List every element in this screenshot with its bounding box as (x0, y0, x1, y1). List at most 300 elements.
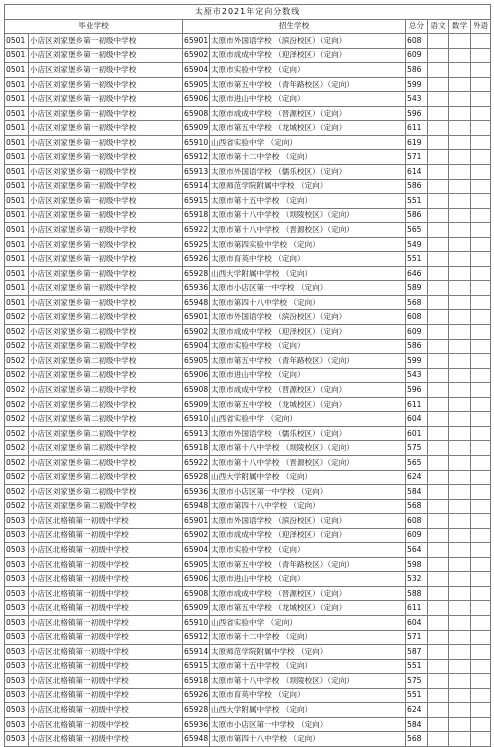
grad-code: 0502 (5, 339, 29, 354)
chinese-score (428, 543, 449, 558)
table-row (5, 106, 491, 121)
score-document (4, 4, 490, 747)
grad-school: 小店区刘家堡乡第一初级中学校 (29, 34, 183, 49)
adm-code: 65914 (183, 645, 210, 660)
math-score (449, 485, 471, 500)
math-score (449, 455, 471, 470)
grad-code: 0503 (5, 514, 29, 529)
adm-school: 太原市第十八中学校 （坝陵校区）（定向） (210, 208, 406, 223)
adm-code: 65904 (183, 543, 210, 558)
adm-school: 太原市第十八中学校 （晋源校区）（定向） (210, 455, 406, 470)
adm-code: 65909 (183, 397, 210, 412)
chinese-score (428, 194, 449, 209)
table-row (5, 179, 491, 194)
adm-code: 65906 (183, 368, 210, 383)
foreign-score (471, 586, 491, 601)
adm-code: 65914 (183, 179, 210, 194)
foreign-score (471, 77, 491, 92)
adm-school: 太原市第十五中学校 （定向） (210, 659, 406, 674)
adm-school: 太原市进山中学校 （定向） (210, 368, 406, 383)
grad-school: 小店区刘家堡乡第一初级中学校 (29, 223, 183, 238)
header-graduation-school: 毕业学校 (5, 19, 183, 34)
foreign-score (471, 455, 491, 470)
chinese-score (428, 252, 449, 267)
grad-code: 0502 (5, 441, 29, 456)
table-row (5, 412, 491, 427)
math-score (449, 688, 471, 703)
chinese-score (428, 310, 449, 325)
chinese-score (428, 586, 449, 601)
chinese-score (428, 485, 449, 500)
chinese-score (428, 179, 449, 194)
grad-code: 0501 (5, 179, 29, 194)
foreign-score (471, 325, 491, 340)
grad-code: 0502 (5, 368, 29, 383)
foreign-score (471, 397, 491, 412)
adm-school: 山西大学附属中学校 （定向） (210, 703, 406, 718)
adm-school: 太原市成成中学校 （迎泽校区）（定向） (210, 528, 406, 543)
foreign-score (471, 412, 491, 427)
foreign-score (471, 368, 491, 383)
total-score: 586 (406, 339, 428, 354)
adm-school: 太原市进山中学校 （定向） (210, 92, 406, 107)
grad-code: 0501 (5, 48, 29, 63)
math-score (449, 34, 471, 49)
table-row (5, 194, 491, 209)
math-score (449, 397, 471, 412)
chinese-score (428, 295, 449, 310)
math-score (449, 470, 471, 485)
foreign-score (471, 281, 491, 296)
adm-code: 65906 (183, 572, 210, 587)
total-score: 564 (406, 543, 428, 558)
total-score: 543 (406, 92, 428, 107)
grad-school: 小店区刘家堡乡第一初级中学校 (29, 106, 183, 121)
table-row (5, 586, 491, 601)
adm-school: 山西省实验中学 （定向） (210, 135, 406, 150)
grad-code: 0501 (5, 208, 29, 223)
total-score: 551 (406, 659, 428, 674)
foreign-score (471, 150, 491, 165)
table-row (5, 281, 491, 296)
grad-school: 小店区北格镇第一初级中学校 (29, 615, 183, 630)
grad-school: 小店区北格镇第一初级中学校 (29, 674, 183, 689)
grad-code: 0503 (5, 557, 29, 572)
math-score (449, 630, 471, 645)
table-row (5, 63, 491, 78)
foreign-score (471, 499, 491, 514)
grad-school: 小店区刘家堡乡第一初级中学校 (29, 77, 183, 92)
foreign-score (471, 179, 491, 194)
chinese-score (428, 470, 449, 485)
table-row (5, 325, 491, 340)
math-score (449, 281, 471, 296)
grad-code: 0503 (5, 601, 29, 616)
math-score (449, 659, 471, 674)
grad-code: 0502 (5, 455, 29, 470)
adm-school: 太原师范学院附属中学校 （定向） (210, 179, 406, 194)
total-score: 549 (406, 237, 428, 252)
header-total: 总分 (406, 19, 428, 34)
adm-code: 65926 (183, 252, 210, 267)
foreign-score (471, 295, 491, 310)
total-score: 611 (406, 121, 428, 136)
adm-school: 太原市成成中学校 （晋源校区）（定向） (210, 106, 406, 121)
foreign-score (471, 426, 491, 441)
foreign-score (471, 237, 491, 252)
grad-school: 小店区刘家堡乡第一初级中学校 (29, 48, 183, 63)
adm-code: 65928 (183, 470, 210, 485)
adm-code: 65908 (183, 106, 210, 121)
math-score (449, 295, 471, 310)
total-score: 604 (406, 615, 428, 630)
grad-code: 0501 (5, 121, 29, 136)
header-foreign: 外语 (471, 19, 491, 34)
grad-code: 0502 (5, 310, 29, 325)
adm-code: 65902 (183, 48, 210, 63)
math-score (449, 179, 471, 194)
table-row (5, 688, 491, 703)
grad-school: 小店区刘家堡乡第一初级中学校 (29, 281, 183, 296)
chinese-score (428, 48, 449, 63)
grad-school: 小店区北格镇第一初级中学校 (29, 659, 183, 674)
math-score (449, 252, 471, 267)
grad-school: 小店区刘家堡乡第一初级中学校 (29, 194, 183, 209)
chinese-score (428, 383, 449, 398)
adm-school: 太原市实验中学校 （定向） (210, 339, 406, 354)
foreign-score (471, 165, 491, 180)
adm-code: 65906 (183, 92, 210, 107)
chinese-score (428, 106, 449, 121)
grad-code: 0502 (5, 354, 29, 369)
math-score (449, 325, 471, 340)
total-score: 587 (406, 645, 428, 660)
adm-code: 65922 (183, 455, 210, 470)
math-score (449, 92, 471, 107)
score-table (4, 4, 491, 747)
grad-code: 0501 (5, 281, 29, 296)
chinese-score (428, 528, 449, 543)
grad-school: 小店区北格镇第一初级中学校 (29, 572, 183, 587)
adm-school: 太原市进山中学校 （定向） (210, 572, 406, 587)
adm-code: 65902 (183, 325, 210, 340)
table-row (5, 659, 491, 674)
grad-code: 0501 (5, 194, 29, 209)
total-score: 551 (406, 252, 428, 267)
grad-code: 0502 (5, 485, 29, 500)
grad-school: 小店区刘家堡乡第二初级中学校 (29, 383, 183, 398)
grad-school: 小店区刘家堡乡第二初级中学校 (29, 368, 183, 383)
adm-code: 65913 (183, 426, 210, 441)
adm-school: 山西省实验中学 （定向） (210, 615, 406, 630)
adm-code: 65936 (183, 485, 210, 500)
foreign-score (471, 63, 491, 78)
total-score: 589 (406, 281, 428, 296)
adm-school: 太原市育英中学校 （定向） (210, 688, 406, 703)
total-score: 575 (406, 674, 428, 689)
chinese-score (428, 412, 449, 427)
chinese-score (428, 92, 449, 107)
total-score: 614 (406, 165, 428, 180)
grad-code: 0502 (5, 426, 29, 441)
foreign-score (471, 732, 491, 747)
grad-code: 0501 (5, 106, 29, 121)
table-row (5, 630, 491, 645)
math-score (449, 77, 471, 92)
table-row (5, 601, 491, 616)
foreign-score (471, 703, 491, 718)
adm-code: 65925 (183, 237, 210, 252)
chinese-score (428, 339, 449, 354)
grad-school: 小店区刘家堡乡第一初级中学校 (29, 295, 183, 310)
adm-school: 太原市第十二中学校 （定向） (210, 630, 406, 645)
foreign-score (471, 310, 491, 325)
adm-school: 太原师范学院附属中学校 （定向） (210, 645, 406, 660)
foreign-score (471, 266, 491, 281)
header-math: 数学 (449, 19, 471, 34)
total-score: 584 (406, 717, 428, 732)
chinese-score (428, 150, 449, 165)
table-row (5, 48, 491, 63)
chinese-score (428, 135, 449, 150)
chinese-score (428, 63, 449, 78)
grad-school: 小店区北格镇第一初级中学校 (29, 688, 183, 703)
adm-code: 65909 (183, 601, 210, 616)
grad-school: 小店区刘家堡乡第一初级中学校 (29, 237, 183, 252)
grad-code: 0503 (5, 659, 29, 674)
grad-code: 0501 (5, 150, 29, 165)
total-score: 599 (406, 354, 428, 369)
foreign-score (471, 688, 491, 703)
table-row (5, 674, 491, 689)
table-title-row (5, 5, 491, 20)
adm-code: 65948 (183, 732, 210, 747)
grad-code: 0503 (5, 732, 29, 747)
table-row (5, 441, 491, 456)
adm-school: 山西大学附属中学校 （定向） (210, 470, 406, 485)
math-score (449, 121, 471, 136)
foreign-score (471, 252, 491, 267)
grad-code: 0501 (5, 266, 29, 281)
table-row (5, 543, 491, 558)
math-score (449, 63, 471, 78)
foreign-score (471, 659, 491, 674)
adm-school: 太原市第四实验中学校 （定向） (210, 237, 406, 252)
total-score: 609 (406, 325, 428, 340)
grad-code: 0503 (5, 528, 29, 543)
adm-code: 65905 (183, 77, 210, 92)
table-row (5, 499, 491, 514)
foreign-score (471, 92, 491, 107)
math-score (449, 557, 471, 572)
adm-school: 太原市小店区第一中学校 （定向） (210, 717, 406, 732)
math-score (449, 674, 471, 689)
grad-code: 0502 (5, 325, 29, 340)
adm-code: 65909 (183, 121, 210, 136)
total-score: 596 (406, 383, 428, 398)
adm-school: 太原市第五中学校 （龙城校区）（定向） (210, 601, 406, 616)
foreign-score (471, 615, 491, 630)
math-score (449, 165, 471, 180)
adm-code: 65912 (183, 150, 210, 165)
adm-school: 太原市外国语学校 （儒乐校区）（定向） (210, 426, 406, 441)
grad-school: 小店区北格镇第一初级中学校 (29, 528, 183, 543)
grad-school: 小店区北格镇第一初级中学校 (29, 732, 183, 747)
math-score (449, 208, 471, 223)
adm-school: 太原市外国语学校 （滨汾校区）（定向） (210, 310, 406, 325)
chinese-score (428, 441, 449, 456)
table-row (5, 485, 491, 500)
adm-code: 65902 (183, 528, 210, 543)
foreign-score (471, 48, 491, 63)
total-score: 608 (406, 514, 428, 529)
table-row (5, 252, 491, 267)
math-score (449, 514, 471, 529)
table-row (5, 135, 491, 150)
chinese-score (428, 674, 449, 689)
adm-code: 65936 (183, 281, 210, 296)
chinese-score (428, 34, 449, 49)
grad-code: 0503 (5, 543, 29, 558)
grad-school: 小店区刘家堡乡第二初级中学校 (29, 499, 183, 514)
grad-school: 小店区刘家堡乡第一初级中学校 (29, 252, 183, 267)
total-score: 601 (406, 426, 428, 441)
adm-code: 65912 (183, 630, 210, 645)
grad-code: 0501 (5, 92, 29, 107)
grad-code: 0502 (5, 383, 29, 398)
table-row (5, 208, 491, 223)
total-score: 571 (406, 150, 428, 165)
grad-code: 0501 (5, 252, 29, 267)
foreign-score (471, 528, 491, 543)
grad-school: 小店区刘家堡乡第一初级中学校 (29, 135, 183, 150)
math-score (449, 543, 471, 558)
grad-school: 小店区北格镇第一初级中学校 (29, 717, 183, 732)
adm-school: 山西省实验中学 （定向） (210, 412, 406, 427)
math-score (449, 499, 471, 514)
foreign-score (471, 135, 491, 150)
adm-code: 65910 (183, 135, 210, 150)
foreign-score (471, 354, 491, 369)
total-score: 619 (406, 135, 428, 150)
adm-school: 太原市第四十八中学校 （定向） (210, 732, 406, 747)
table-row (5, 121, 491, 136)
chinese-score (428, 557, 449, 572)
math-score (449, 717, 471, 732)
math-score (449, 572, 471, 587)
grad-school: 小店区刘家堡乡第一初级中学校 (29, 165, 183, 180)
grad-school: 小店区刘家堡乡第一初级中学校 (29, 121, 183, 136)
grad-code: 0503 (5, 674, 29, 689)
adm-code: 65901 (183, 34, 210, 49)
table-row (5, 295, 491, 310)
foreign-score (471, 441, 491, 456)
grad-code: 0502 (5, 412, 29, 427)
total-score: 608 (406, 34, 428, 49)
adm-code: 65915 (183, 194, 210, 209)
grad-code: 0503 (5, 630, 29, 645)
math-score (449, 48, 471, 63)
chinese-score (428, 354, 449, 369)
grad-code: 0503 (5, 688, 29, 703)
math-score (449, 383, 471, 398)
table-row (5, 514, 491, 529)
math-score (449, 150, 471, 165)
math-score (449, 339, 471, 354)
total-score: 532 (406, 572, 428, 587)
adm-school: 太原市育英中学校 （定向） (210, 252, 406, 267)
table-row (5, 150, 491, 165)
foreign-score (471, 630, 491, 645)
header-admission-school: 招生学校 (183, 19, 406, 34)
table-row (5, 426, 491, 441)
table-row (5, 310, 491, 325)
adm-code: 65918 (183, 441, 210, 456)
grad-code: 0503 (5, 645, 29, 660)
grad-school: 小店区北格镇第一初级中学校 (29, 586, 183, 601)
total-score: 586 (406, 179, 428, 194)
chinese-score (428, 266, 449, 281)
table-row (5, 397, 491, 412)
grad-code: 0502 (5, 499, 29, 514)
chinese-score (428, 325, 449, 340)
grad-school: 小店区北格镇第一初级中学校 (29, 703, 183, 718)
grad-school: 小店区刘家堡乡第二初级中学校 (29, 339, 183, 354)
adm-code: 65908 (183, 383, 210, 398)
adm-school: 太原市外国语学校 （儒乐校区）（定向） (210, 165, 406, 180)
math-score (449, 368, 471, 383)
math-score (449, 266, 471, 281)
total-score: 571 (406, 630, 428, 645)
math-score (449, 135, 471, 150)
math-score (449, 732, 471, 747)
chinese-score (428, 77, 449, 92)
foreign-score (471, 557, 491, 572)
grad-code: 0501 (5, 223, 29, 238)
table-row (5, 455, 491, 470)
table-row (5, 223, 491, 238)
grad-school: 小店区刘家堡乡第一初级中学校 (29, 92, 183, 107)
math-score (449, 194, 471, 209)
chinese-score (428, 499, 449, 514)
adm-school: 太原市第十五中学校 （定向） (210, 194, 406, 209)
adm-code: 65948 (183, 295, 210, 310)
table-row (5, 703, 491, 718)
adm-school: 太原市第五中学校 （青年路校区）（定向） (210, 557, 406, 572)
adm-code: 65948 (183, 499, 210, 514)
total-score: 568 (406, 295, 428, 310)
chinese-score (428, 630, 449, 645)
grad-code: 0501 (5, 237, 29, 252)
adm-code: 65922 (183, 223, 210, 238)
total-score: 543 (406, 368, 428, 383)
grad-code: 0503 (5, 586, 29, 601)
grad-school: 小店区刘家堡乡第二初级中学校 (29, 412, 183, 427)
adm-code: 65901 (183, 310, 210, 325)
chinese-score (428, 426, 449, 441)
foreign-score (471, 572, 491, 587)
math-score (449, 615, 471, 630)
grad-code: 0503 (5, 703, 29, 718)
grad-code: 0501 (5, 135, 29, 150)
chinese-score (428, 208, 449, 223)
table-row (5, 368, 491, 383)
grad-school: 小店区刘家堡乡第二初级中学校 (29, 426, 183, 441)
adm-school: 太原市第五中学校 （青年路校区）（定向） (210, 77, 406, 92)
adm-school: 山西大学附属中学校 （定向） (210, 266, 406, 281)
adm-school: 太原市第五中学校 （龙城校区）（定向） (210, 121, 406, 136)
foreign-score (471, 485, 491, 500)
